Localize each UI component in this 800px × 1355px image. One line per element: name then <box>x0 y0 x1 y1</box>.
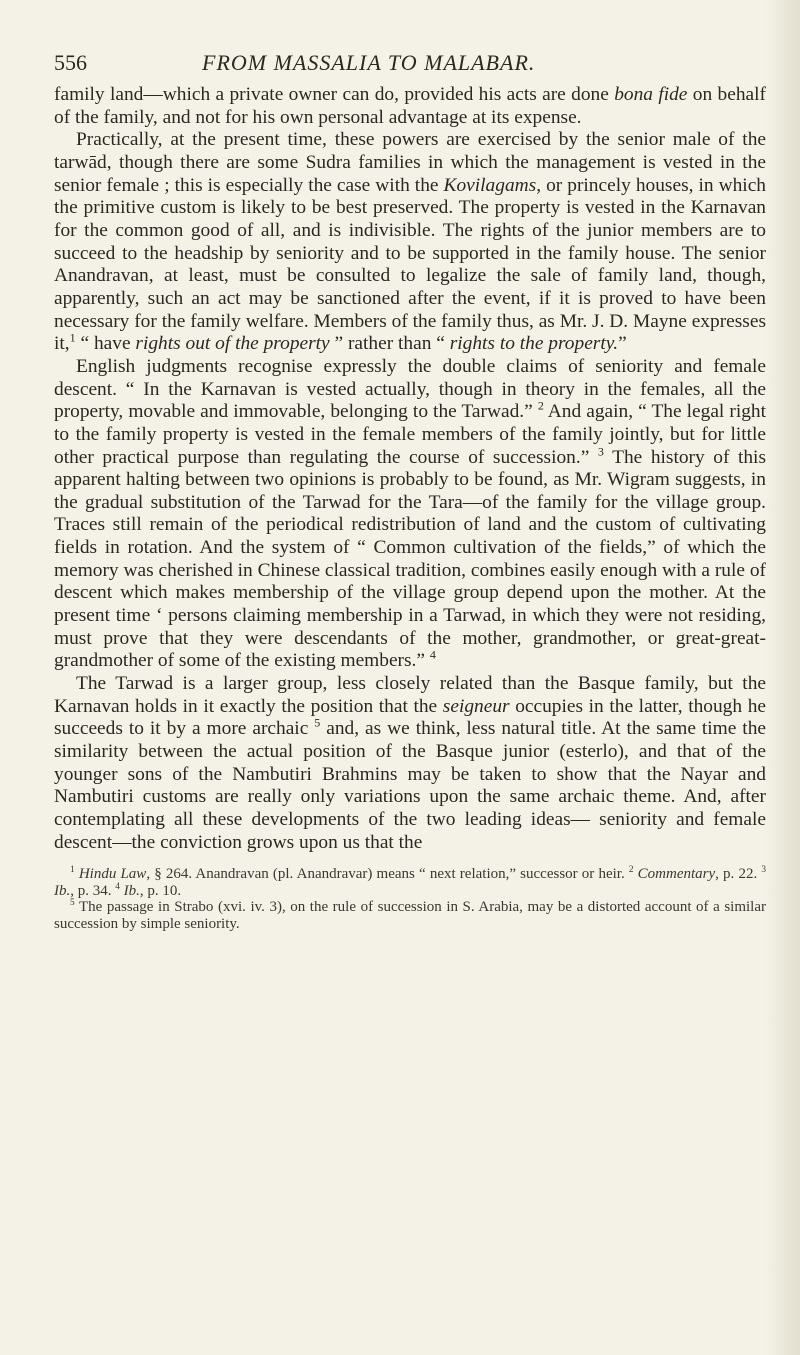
text-run: , p. 34. <box>70 882 116 899</box>
footnote-marker: 4 <box>115 881 120 892</box>
footnotes <box>54 866 766 932</box>
text-run: Practically, at the present time, these powers are exercised by the senior male of the tarwād, though there are some Sudra families in which the management is vested in the senior female ; this is especially the case with the <box>54 129 766 196</box>
text-run: ” <box>618 333 627 355</box>
text-run: on behalf of the family, and not for his own personal advantage at its expense. <box>54 84 766 128</box>
footnote-marker: 5 <box>70 898 75 909</box>
text-run: The history of this apparent halting between two opinions is probably to be found, as Mr. Wigram suggests, in the gradual substitution of the Tarwad for the Tara—of the family for the village group. Traces still remain of the periodical redistribution of land and the custom of cultivating fields in rotation. And the system of “ Common cultivation of the fields,” of which the memory was cherished in Chinese classical tradition, combines easily enough with a rule of descent which makes membership of the village group depend upon the mother. At the present time ‘ persons claiming membership in a Tarwad, in which they were not residing, must prove that they were descendants of the mother, grandmother, or great-great-grandmother of some of the existing members.” <box>54 446 766 672</box>
footnote-1-4 <box>54 866 766 899</box>
text-run: , p. 22. <box>715 866 762 883</box>
italic-text: Commentary <box>637 866 716 883</box>
italic-text: rights out of the property <box>135 333 330 355</box>
footnote-marker: 3 <box>761 865 767 876</box>
italic-text: Kovilagams <box>443 174 537 196</box>
footnote-marker: 1 <box>69 330 76 345</box>
page-number: 556 <box>54 50 87 75</box>
text-run: , or princely houses, in which the primitive custom is likely to be best preserved. The property is vested in the Karnavan for the common good of all, and is indivisible. The rights of the junior members are to succeed to the headship by seniority and to be supported in the family house. The senior Anandravan, at least, must be consulted to legalize the sale of family land, though, apparently, such an act may be sanctioned after the event, if it is proved to have been necessary for the family welfare. Members of the family thus, as Mr. J. D. Mayne expresses it, <box>54 174 766 355</box>
footnote-marker: 1 <box>70 865 75 876</box>
text-run: , p. 10. <box>139 882 182 899</box>
italic-text: Ib. <box>123 882 140 899</box>
page-header <box>54 50 766 84</box>
footnote-5 <box>54 899 766 932</box>
italic-text: rights to the property. <box>449 333 619 355</box>
text-run: ” rather than “ <box>329 333 450 355</box>
footnote-marker: 2 <box>537 398 544 413</box>
italic-text: bona fide <box>614 84 688 105</box>
text-run: And again, “ The legal right to the family property is vested in the female members of the family jointly, but for little other practical purpose than regulating the course of succession.” <box>54 401 766 468</box>
page-edge-shadow <box>766 0 800 1355</box>
paragraph-4 <box>54 673 766 854</box>
footnote-separator <box>54 854 766 866</box>
footnote-marker: 3 <box>597 444 604 459</box>
text-run: family land—which a private owner can do, provided his acts are done <box>54 84 615 105</box>
text-run: The Tarwad is a larger group, less closely related than the Basque family, but the Karnavan holds in it exactly the position that the <box>54 673 766 717</box>
italic-text: seigneur <box>442 695 510 717</box>
book-page <box>54 50 766 932</box>
footnote-marker: 5 <box>314 715 321 730</box>
text-run: , § 264. Anandravan (pl. Anandravar) means “ next relation,” successor or heir. <box>146 866 629 883</box>
paragraph-1 <box>54 84 766 129</box>
paragraph-3 <box>54 356 766 673</box>
text-run: The passage in Strabo (xvi. iv. 3), on the rule of succession in S. Arabia, may be a distorted account of a similar succession by simple seniority. <box>54 899 766 932</box>
running-title: FROM MASSALIA TO MALABAR. <box>202 50 536 75</box>
paragraph-2 <box>54 129 766 356</box>
text-run: English judgments recognise expressly the double claims of seniority and female descent. “ In the Karnavan is vested actually, though in theory in the females, all the property, movable and immovable, belonging to the Tarwad.” <box>54 355 766 423</box>
footnote-marker: 2 <box>628 865 634 876</box>
footnote-marker: 4 <box>429 647 436 662</box>
text-run: and, as we think, less natural title. At the same time the similarity between the actual position of the Basque junior (esterlo), and that of the younger sons of the Nambutiri Brahmins may be taken to show that the Nayar and Nambutiri customs are really only variations upon the same archaic theme. And, after contemplating all these developments of the two leading ideas— seniority and female descent—the conviction grows upon us that the <box>54 718 766 853</box>
text-run: occupies in the latter, though he succeeds to it by a more archaic <box>54 695 766 740</box>
italic-text: Hindu Law <box>78 866 147 883</box>
italic-text: Ib. <box>54 882 71 899</box>
text-run: “ have <box>75 333 136 355</box>
body-text <box>54 84 766 854</box>
